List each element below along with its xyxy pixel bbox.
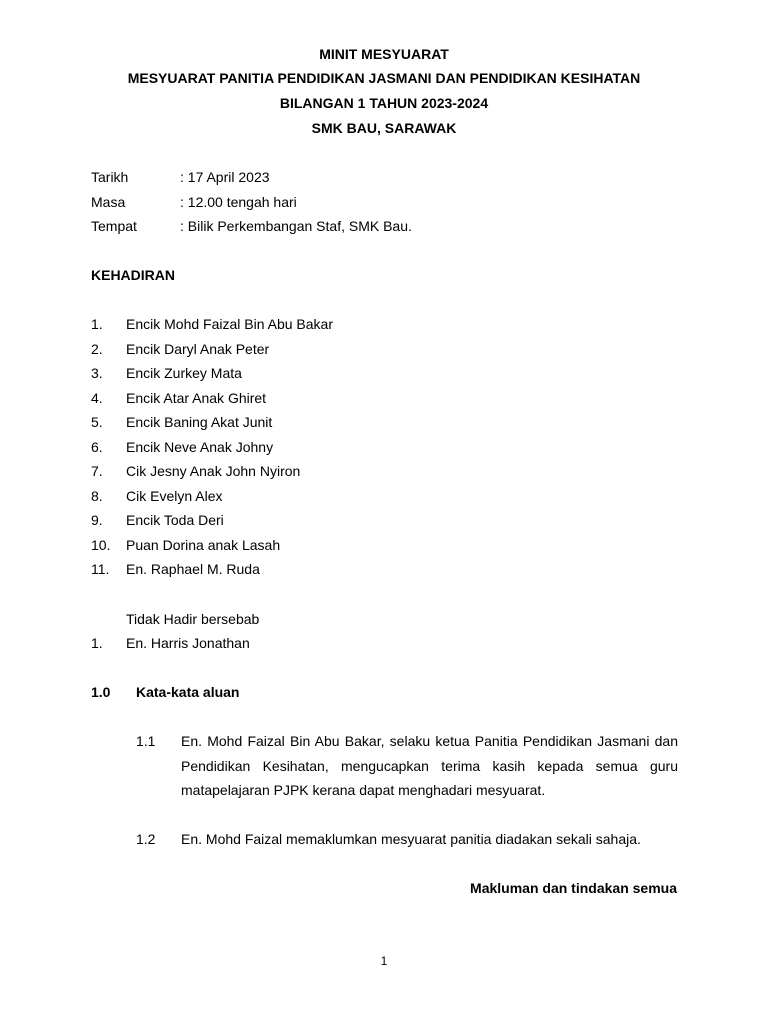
- attendee-name: Encik Zurkey Mata: [126, 365, 242, 381]
- attendee-number: 10.: [91, 537, 111, 553]
- attendee-name: Encik Neve Anak Johny: [126, 439, 274, 455]
- item-text-line: En. Mohd Faizal Bin Abu Bakar, selaku ketua Panitia Pendidikan Jasmani dan: [181, 733, 678, 749]
- attendee-name: Cik Jesny Anak John Nyiron: [126, 463, 301, 479]
- attendee-name: En. Raphael M. Ruda: [126, 561, 260, 577]
- detail-label-time: Masa: [91, 194, 126, 210]
- attendee-name: Encik Baning Akat Junit: [126, 414, 273, 430]
- detail-label-venue: Tempat: [91, 218, 137, 234]
- attendee-name: Encik Mohd Faizal Bin Abu Bakar: [126, 316, 333, 332]
- attendee-number: 2.: [91, 341, 103, 357]
- absentee-name: En. Harris Jonathan: [126, 635, 250, 651]
- absentee-number: 1.: [91, 635, 103, 651]
- attendee-number: 11.: [91, 561, 110, 577]
- item-text-line: Pendidikan Kesihatan, mengucapkan terima kasih kepada semua guru: [181, 758, 678, 774]
- attendee-number: 1.: [91, 316, 103, 332]
- attendee-name: Encik Daryl Anak Peter: [126, 341, 270, 357]
- attendee-number: 8.: [91, 488, 103, 504]
- attendee-number: 4.: [91, 390, 103, 406]
- detail-label-date: Tarikh: [91, 169, 129, 185]
- page-number: 1: [380, 954, 388, 968]
- absent-heading: Tidak Hadir bersebab: [126, 611, 260, 627]
- attendee-name: Encik Toda Deri: [126, 512, 224, 528]
- detail-value-time: : 12.00 tengah hari: [180, 194, 297, 210]
- attendee-name: Cik Evelyn Alex: [126, 488, 223, 504]
- item-number: 1.1: [136, 733, 156, 749]
- school-name: SMK BAU, SARAWAK: [311, 120, 457, 136]
- attendee-name: Encik Atar Anak Ghiret: [126, 390, 267, 406]
- attendee-number: 7.: [91, 463, 103, 479]
- attendee-number: 3.: [91, 365, 103, 381]
- attendee-name: Puan Dorina anak Lasah: [126, 537, 281, 553]
- attendance-heading: KEHADIRAN: [91, 267, 175, 283]
- action-note: Makluman dan tindakan semua: [470, 880, 677, 896]
- detail-value-date: : 17 April 2023: [180, 169, 270, 185]
- item-text-line: En. Mohd Faizal memaklumkan mesyuarat panitia diadakan sekali sahaja.: [181, 831, 641, 847]
- attendee-number: 9.: [91, 512, 103, 528]
- section-number: 1.0: [91, 684, 111, 700]
- document-title: MINIT MESYUARAT: [319, 46, 449, 62]
- attendee-number: 6.: [91, 439, 103, 455]
- item-text-line: matapelajaran PJPK kerana dapat menghadari mesyuarat.: [181, 782, 546, 798]
- detail-value-venue: : Bilik Perkembangan Staf, SMK Bau.: [180, 218, 412, 234]
- meeting-name: MESYUARAT PANITIA PENDIDIKAN JASMANI DAN PENDIDIKAN KESIHATAN: [127, 70, 641, 86]
- item-number: 1.2: [136, 831, 156, 847]
- meeting-number: BILANGAN 1 TAHUN 2023-2024: [279, 95, 489, 111]
- attendee-number: 5.: [91, 414, 103, 430]
- section-title: Kata-kata aluan: [136, 684, 240, 700]
